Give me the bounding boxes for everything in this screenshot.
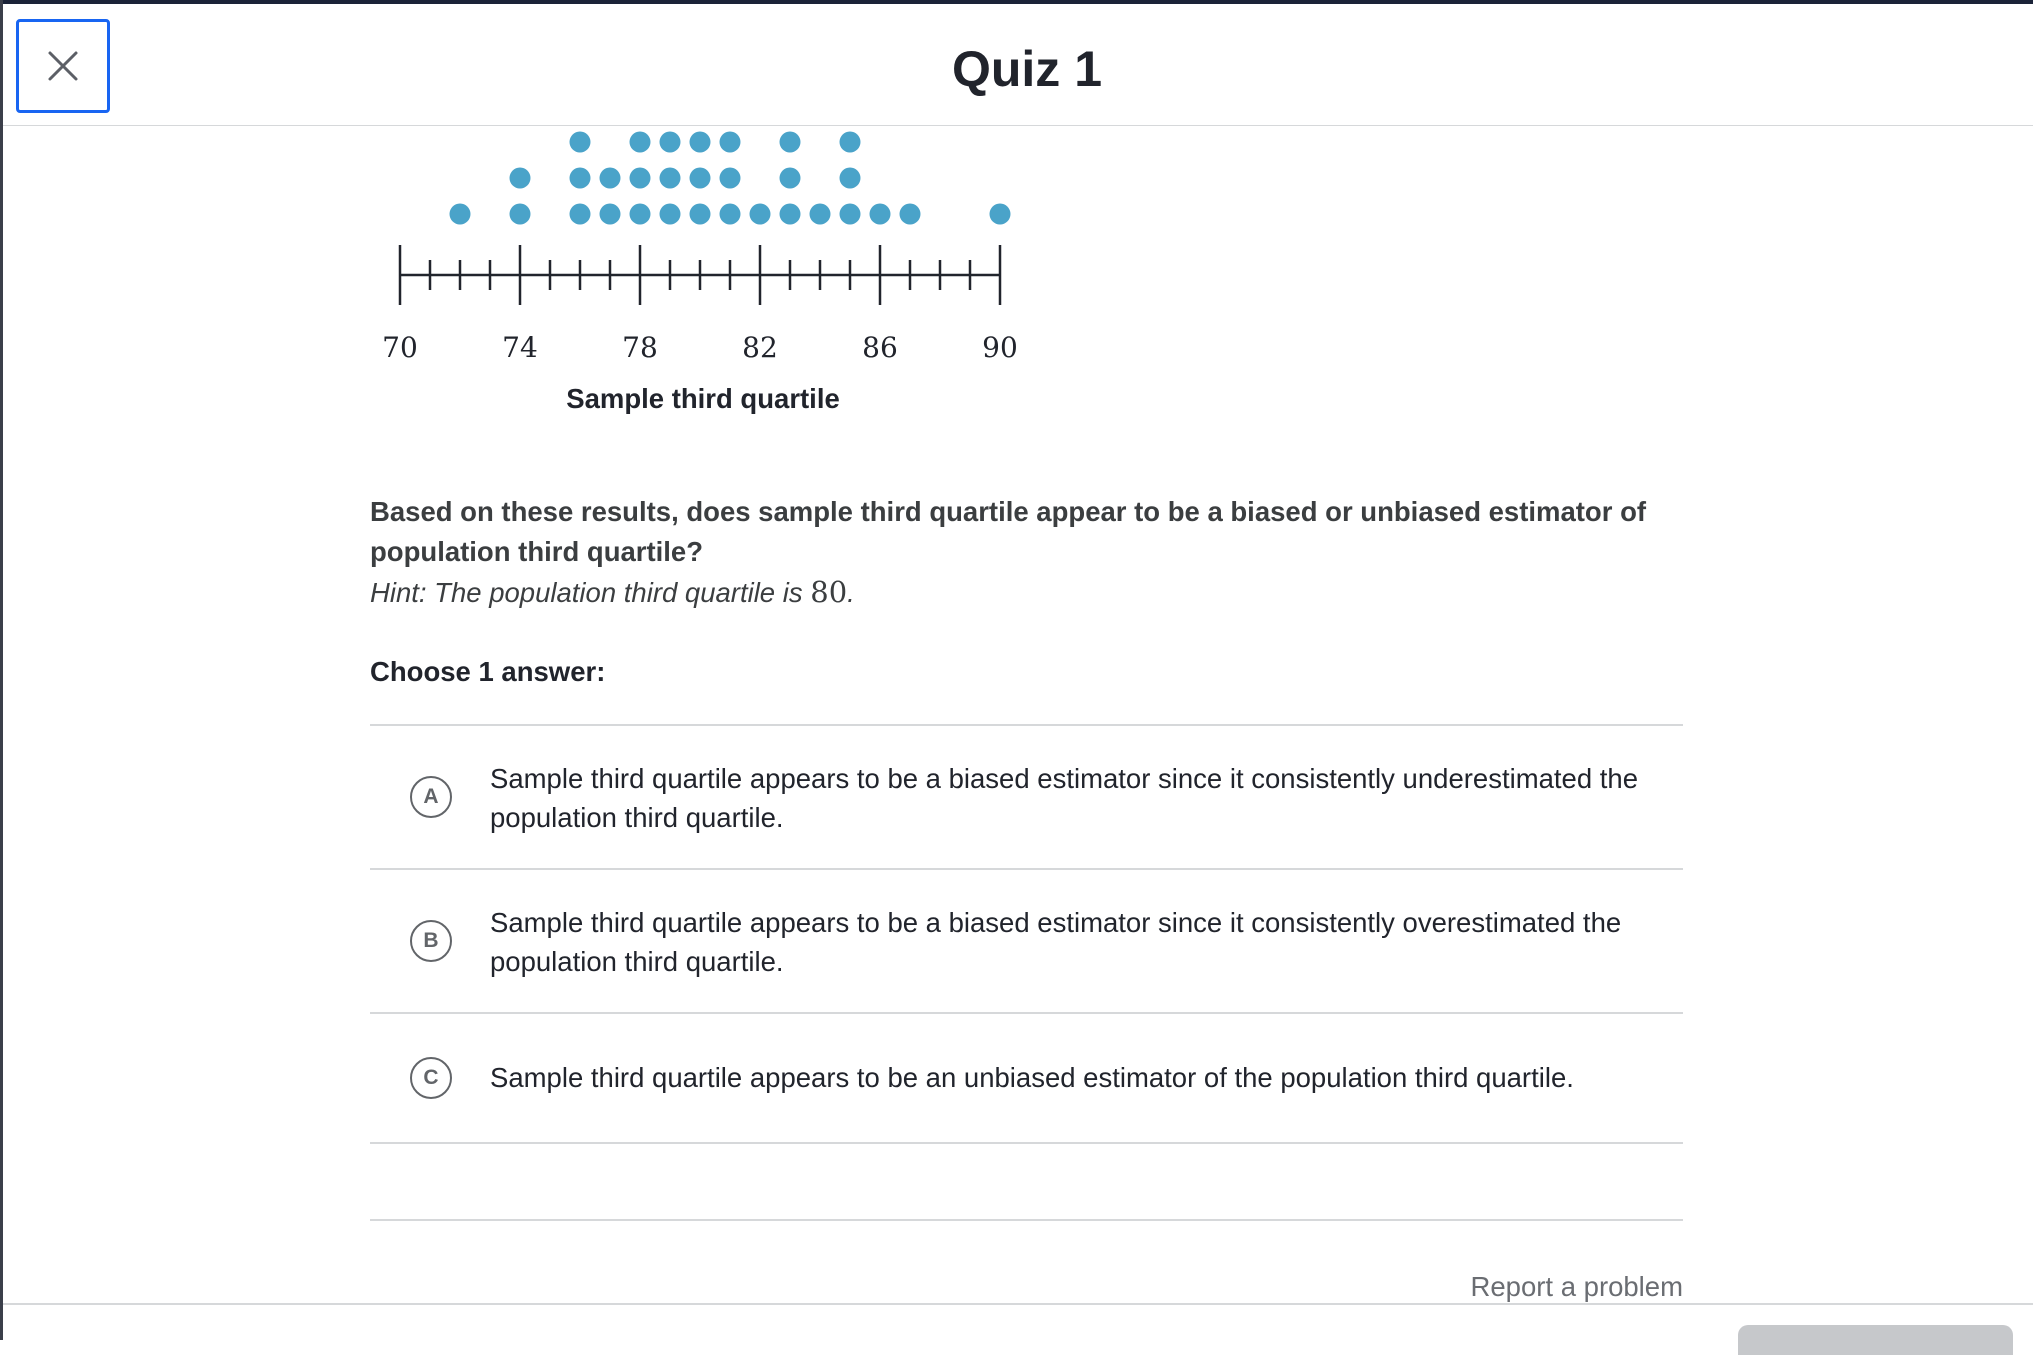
- choice-b-letter-icon: B: [410, 920, 452, 962]
- question-text: Based on these results, does sample third quartile appear to be a biased or unbiased estimator of population third quartile?: [370, 496, 1647, 567]
- data-dot: [690, 132, 711, 153]
- window-left-edge: [0, 0, 3, 1340]
- choice-a-text: Sample third quartile appears to be a biased estimator since it consistently underestimated the population third quartile.: [490, 763, 1638, 833]
- data-dot: [870, 204, 891, 225]
- choice-c-text: Sample third quartile appears to be an unbiased estimator of the population third quartile.: [490, 1062, 1574, 1093]
- data-dot: [840, 132, 861, 153]
- data-dot: [780, 168, 801, 189]
- data-dot: [510, 168, 531, 189]
- data-dot: [630, 204, 651, 225]
- data-dot: [600, 168, 621, 189]
- page-title: Quiz 1: [951, 41, 1103, 97]
- data-dot: [690, 168, 711, 189]
- data-dot: [660, 132, 681, 153]
- footer-divider: [3, 1303, 2033, 1305]
- data-dot: [450, 204, 471, 225]
- data-dot: [570, 132, 591, 153]
- choose-label: Choose 1 answer:: [370, 656, 606, 687]
- tick-label: 74: [502, 331, 538, 364]
- tick-label: 86: [862, 331, 898, 364]
- hint-value: 80: [810, 575, 848, 609]
- content-divider: [370, 1219, 1683, 1221]
- data-dot: [660, 204, 681, 225]
- footer-action-button[interactable]: [1738, 1325, 2013, 1355]
- x-axis-label: Sample third quartile: [566, 383, 840, 414]
- question-block: [370, 492, 1700, 613]
- choice-c[interactable]: [370, 1012, 1683, 1144]
- data-dot: [780, 204, 801, 225]
- data-dot: [900, 204, 921, 225]
- data-dot: [720, 168, 741, 189]
- data-dot: [750, 204, 771, 225]
- data-dot: [780, 132, 801, 153]
- data-dot: [570, 168, 591, 189]
- tick-labels: [382, 331, 1018, 364]
- data-dot: [990, 204, 1011, 225]
- choice-a[interactable]: [370, 724, 1683, 868]
- data-dot: [630, 168, 651, 189]
- hint-prefix: Hint: The population third quartile is: [370, 577, 811, 608]
- quiz-header: [3, 4, 2033, 126]
- choice-a-letter-icon: A: [410, 776, 452, 818]
- data-dot: [720, 204, 741, 225]
- data-dot: [570, 204, 591, 225]
- data-dot: [840, 204, 861, 225]
- data-dot: [630, 132, 651, 153]
- choice-c-letter-icon: C: [410, 1057, 452, 1099]
- hint-suffix: .: [847, 577, 855, 608]
- choice-b-text: Sample third quartile appears to be a biased estimator since it consistently overestimated the population third quartile.: [490, 907, 1622, 977]
- data-dot: [690, 204, 711, 225]
- dots-layer: [450, 132, 1011, 225]
- data-dot: [510, 204, 531, 225]
- data-dot: [840, 168, 861, 189]
- tick-label: 82: [742, 331, 778, 364]
- dot-plot-chart: [370, 125, 1050, 425]
- tick-label: 70: [382, 331, 418, 364]
- hint-text: [370, 572, 1700, 613]
- data-dot: [720, 132, 741, 153]
- tick-label: 90: [982, 331, 1018, 364]
- data-dot: [810, 204, 831, 225]
- data-dot: [600, 204, 621, 225]
- tick-label: 78: [622, 331, 658, 364]
- data-dot: [660, 168, 681, 189]
- number-line: [400, 245, 1000, 305]
- answer-choices: [370, 724, 1683, 1144]
- choice-b[interactable]: [370, 868, 1683, 1012]
- report-problem-link[interactable]: Report a problem: [1470, 1271, 1683, 1302]
